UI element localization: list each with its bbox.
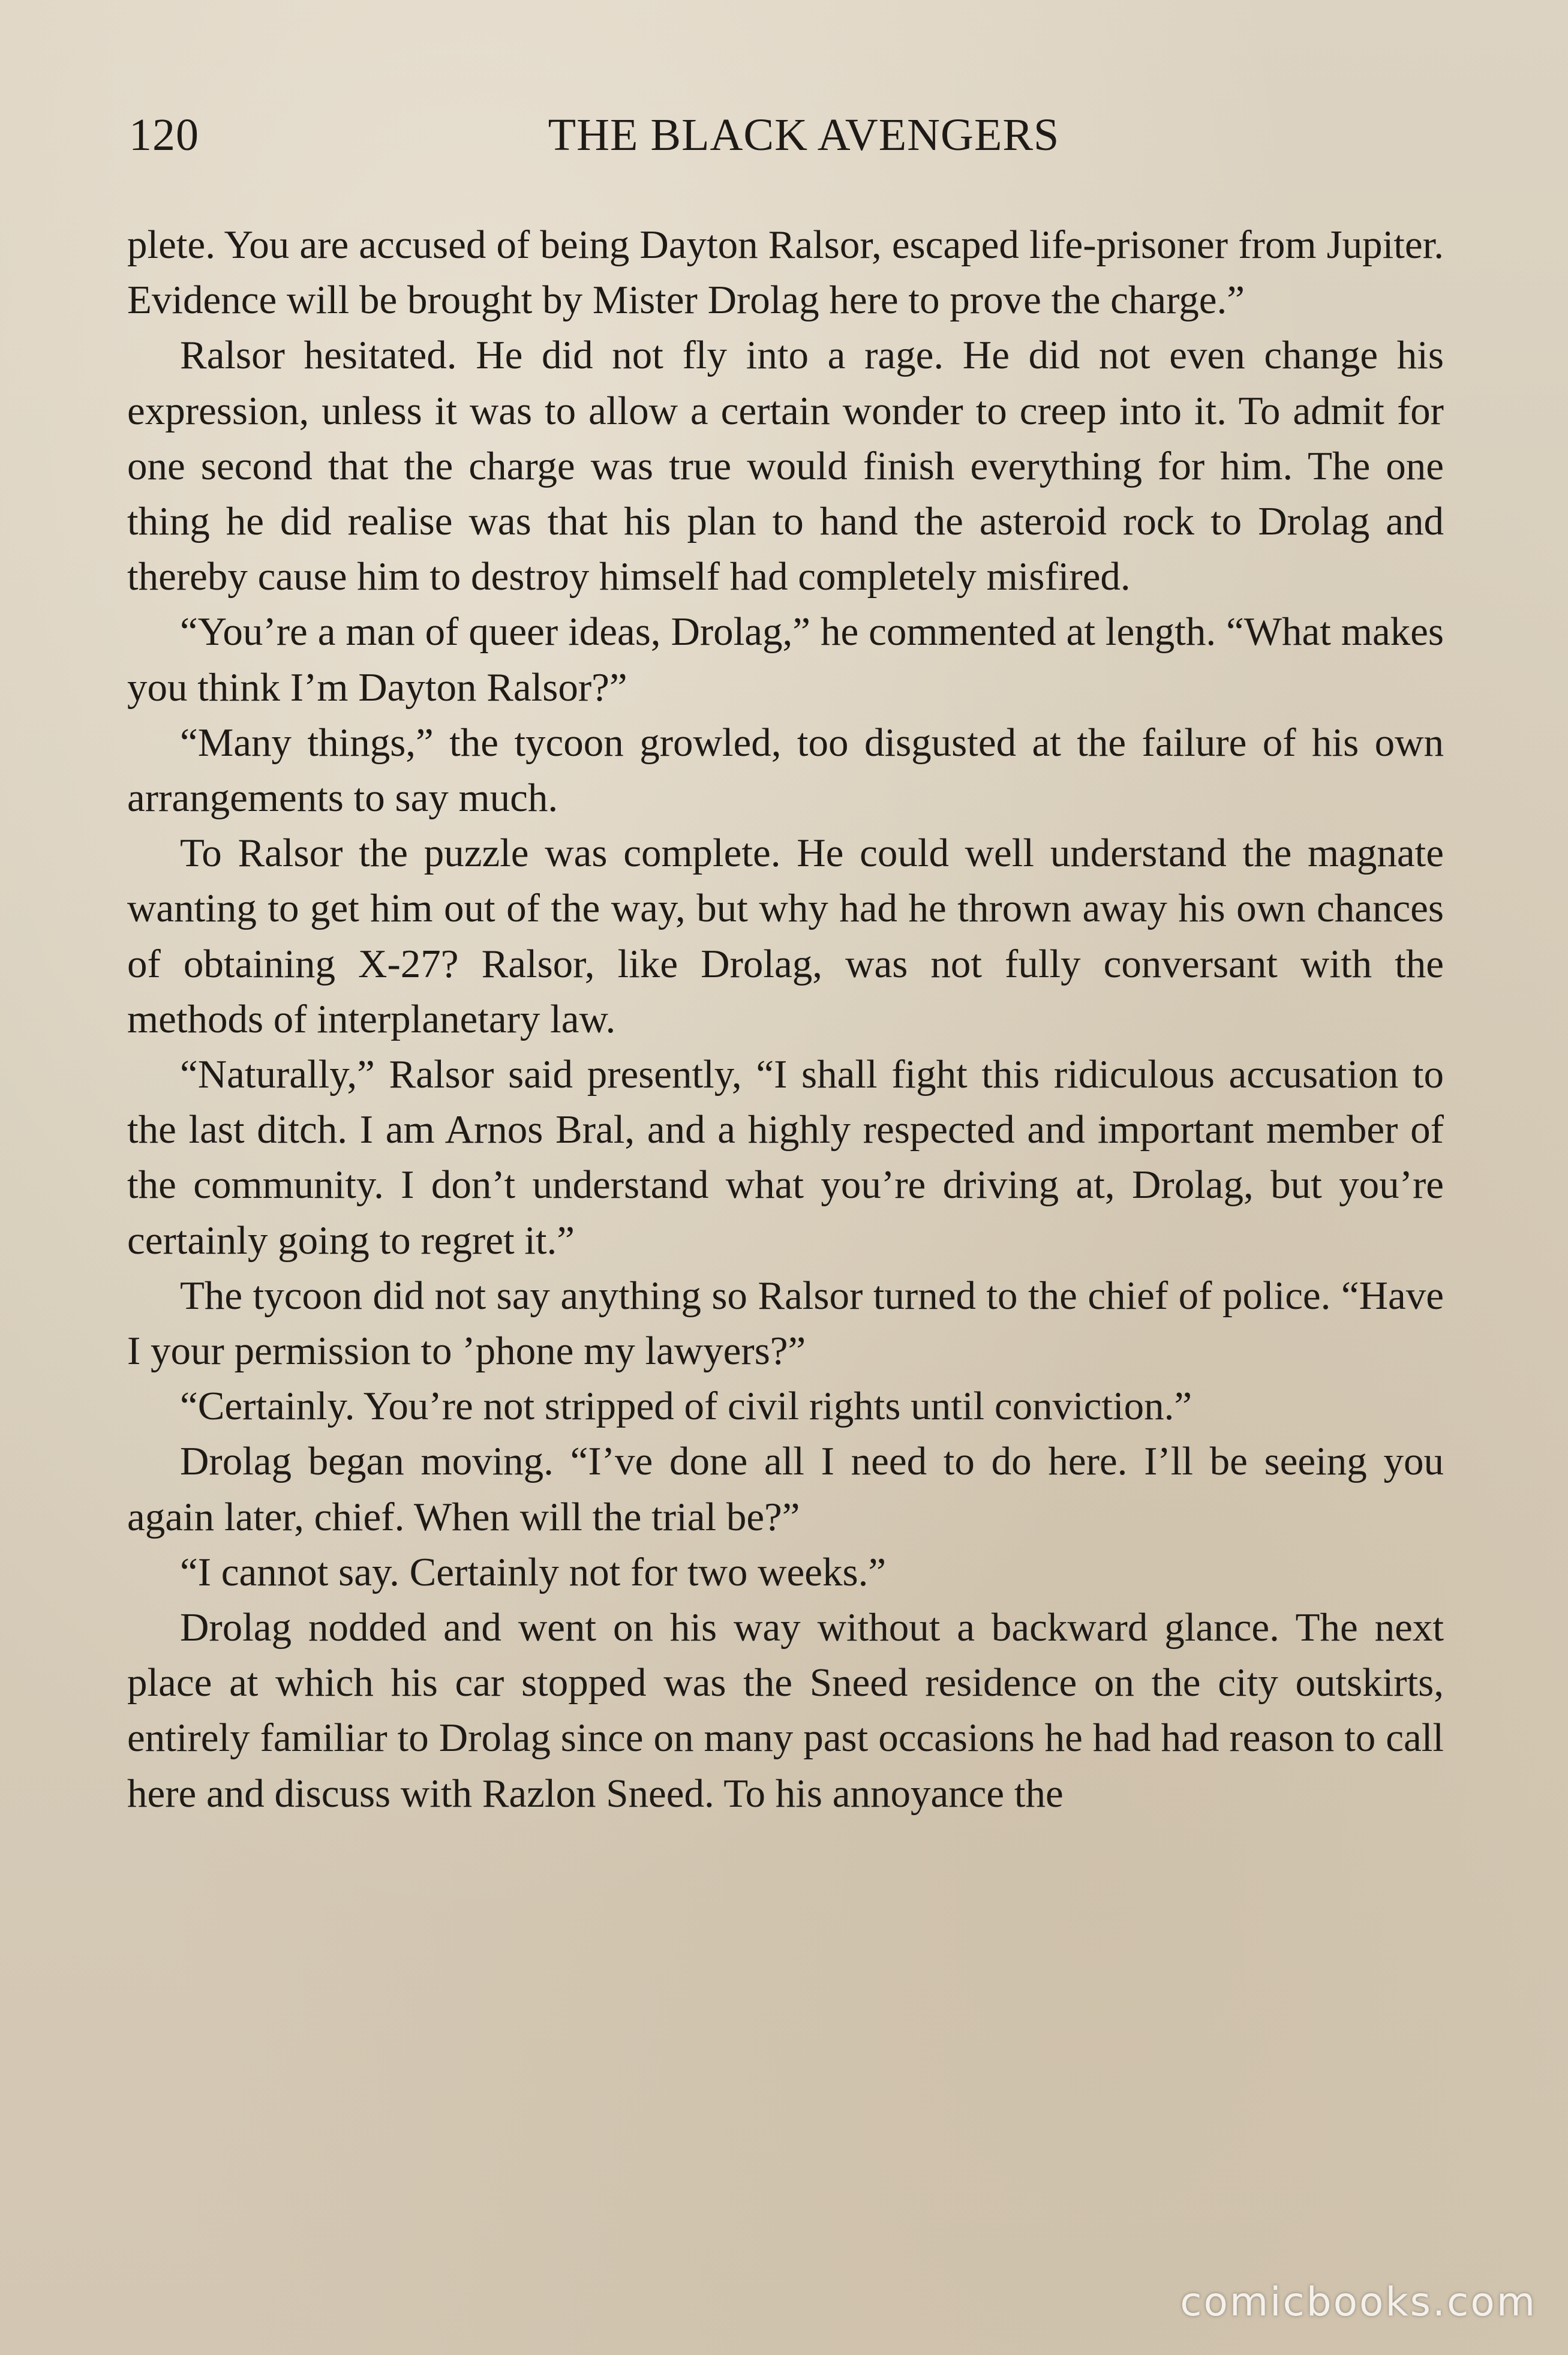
paragraph: “I cannot say. Certainly not for two weeks.” bbox=[180, 1549, 887, 1594]
paragraph: The tycoon did not say anything so Ralsor turned to the chief of police. “Have I your permission to ’phone my lawyers?” bbox=[127, 1273, 1444, 1374]
running-title: THE BLACK AVENGERS bbox=[548, 110, 1060, 160]
running-head bbox=[129, 102, 1443, 168]
paragraph: “Naturally,” Ralsor said presently, “I shall fight this ridiculous accusation to the last ditch. I am Arnos Bral, and a highly respected and important member of the community. I don’t understand what you’re driving at, Drolag, but you’re certainly going to regret it.” bbox=[127, 1052, 1444, 1263]
body-text bbox=[127, 217, 1444, 1821]
page-number: 120 bbox=[129, 110, 199, 160]
paragraph: “You’re a man of queer ideas, Drolag,” he commented at length. “What makes you think I’m Dayton Ralsor?” bbox=[127, 609, 1444, 710]
paragraph: plete. You are accused of being Dayton Ralsor, escaped life-prisoner from Jupiter. Evidence will be brought by Mister Drolag here to prove the charge.” bbox=[127, 223, 1444, 323]
paragraph: “Many things,” the tycoon growled, too disgusted at the failure of his own arrangements to say much. bbox=[127, 720, 1444, 821]
paragraph: Ralsor hesitated. He did not fly into a rage. He did not even change his expression, unless it was to allow a certain wonder to creep into it. To admit for one second that the charge was true would finish everything for him. The one thing he did realise was that his plan to hand the asteroid rock to Drolag and thereby cause him to destroy himself had completely misfired. bbox=[127, 333, 1444, 599]
paragraph: Drolag nodded and went on his way without a backward glance. The next place at which his car stopped was the Sneed residence on the city outskirts, entirely familiar to Drolag since on many past occasions he had had reason to call here and discuss with Razlon Sneed. To his annoyance the bbox=[127, 1605, 1444, 1816]
paragraph: “Certainly. You’re not stripped of civil rights until conviction.” bbox=[180, 1384, 1192, 1429]
paragraph: Drolag began moving. “I’ve done all I need to do here. I’ll be seeing you again later, chief. When will the trial be?” bbox=[127, 1439, 1444, 1539]
paragraph: To Ralsor the puzzle was complete. He could well understand the magnate wanting to get him out of the way, but why had he thrown away his own chances of obtaining X-27? Ralsor, like Drolag, was not fully conversant with the methods of interplanetary law. bbox=[127, 831, 1444, 1041]
watermark: comicbooks.com bbox=[1180, 2279, 1537, 2325]
